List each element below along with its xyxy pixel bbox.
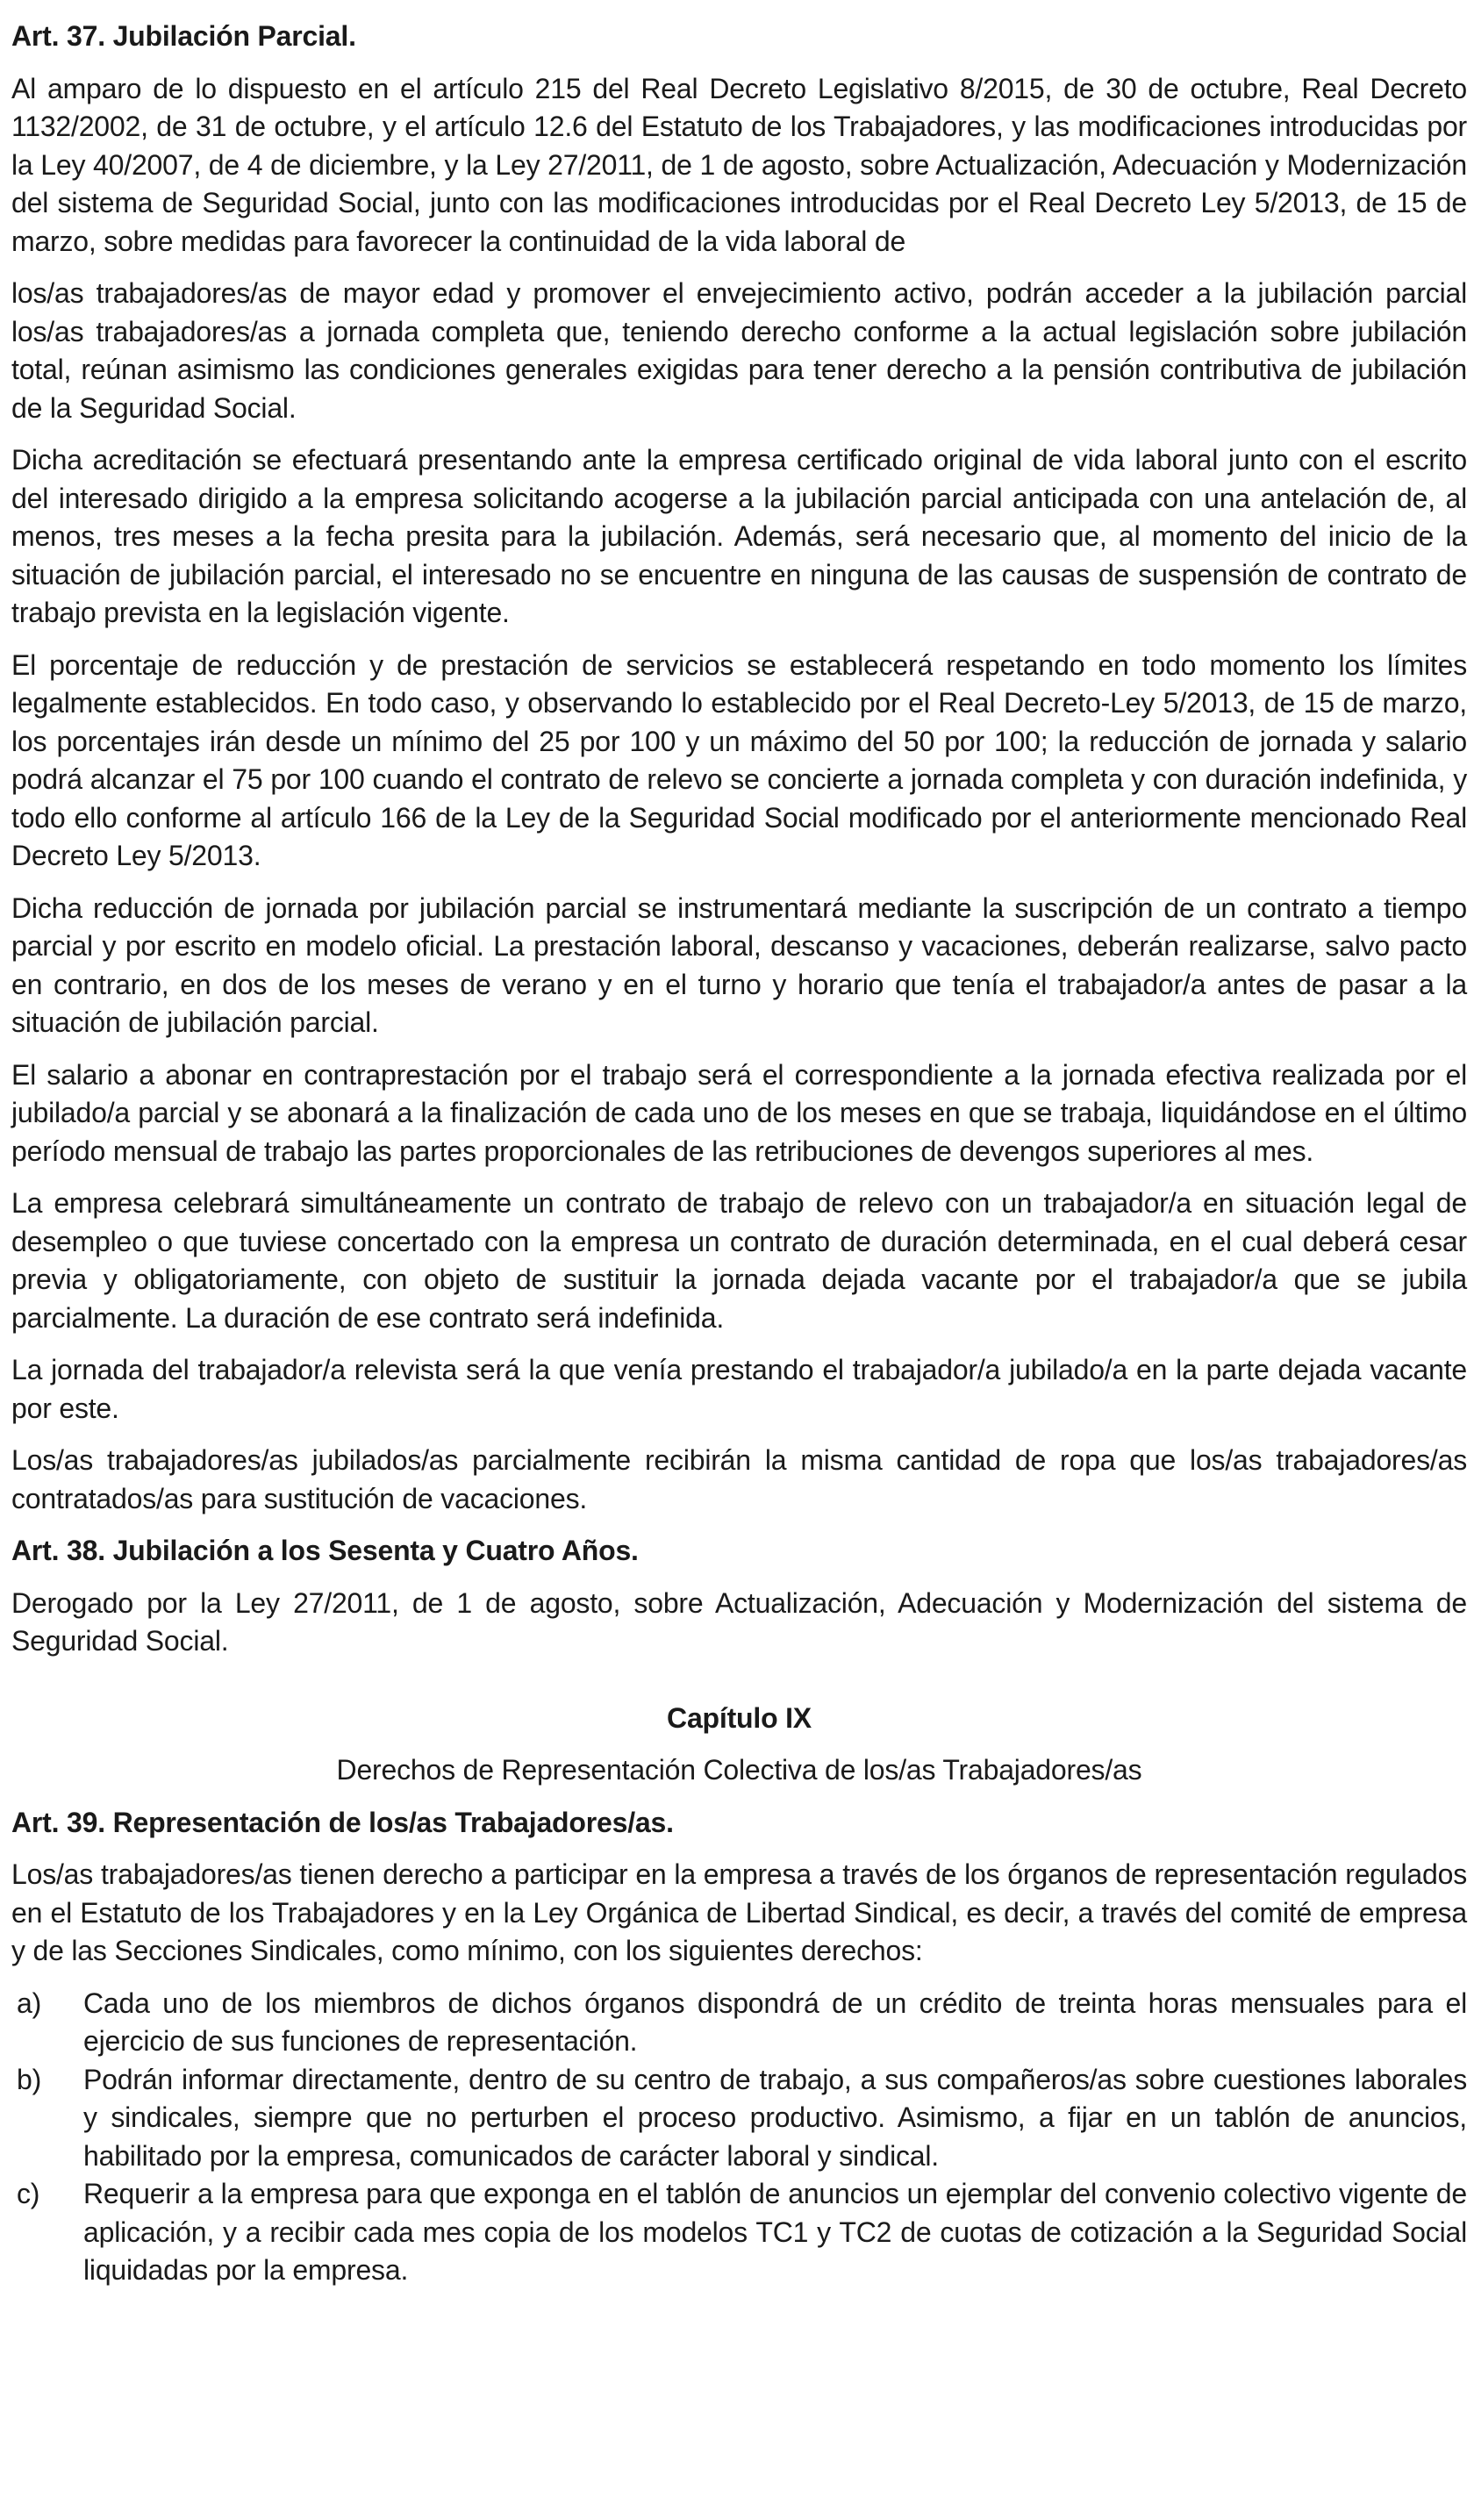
art37-paragraph: Al amparo de lo dispuesto en el artículo 215 del Real Decreto Legislativo 8/2015, de 30 de octubre, Real Decreto 1132/2002, de 31 de octubre, y el artículo 12.6 del Estatuto de los Trabajadores, y las modificaciones introducidas por la Ley 40/2007, de 4 de diciembre, y la Ley 27/2011, de 1 de agosto, sobre Actualización, Adecuación y Modernización del sistema de Seguridad Social, junto con las modificaciones introducidas por el Real Decreto Ley 5/2013, de 15 de marzo, sobre medidas para favorecer la continuidad de la vida laboral de <box>11 72 1467 257</box>
chapter-title: Capítulo IX <box>667 1701 812 1734</box>
list-marker: a) <box>17 1987 42 2019</box>
art37-paragraph: Dicha acreditación se efectuará presentando ante la empresa certificado original de vida laboral junto con el escrito del interesado dirigido a la empresa solicitando acogerse a la jubilación parcial anticipada con una antelación de, al menos, tres meses a la fecha presita para la jubilación. Además, será necesario que, al momento del inicio de la situación de jubilación parcial, el interesado no se encuentre en ninguna de las causas de suspensión de contrato de trabajo prevista en la legislación vigente. <box>11 444 1467 628</box>
art38-heading: Art. 38. Jubilación a los Sesenta y Cuatro Años. <box>11 1535 639 1566</box>
art38-paragraph: Derogado por la Ley 27/2011, de 1 de agosto, sobre Actualización, Adecuación y Modernización del sistema de Seguridad Social. <box>11 1586 1467 1657</box>
list-item <box>11 2061 1467 2176</box>
art37-paragraph: Los/as trabajadores/as jubilados/as parcialmente recibirán la misma cantidad de ropa que los/as trabajadores/as contratados/as para sustitución de vacaciones. <box>11 1444 1467 1514</box>
list-item <box>11 2175 1467 2290</box>
art37-paragraph: El salario a abonar en contraprestación por el trabajo será el correspondiente a la jornada efectiva realizada por el jubilado/a parcial y se abonará a la finalización de cada uno de los meses en que se trabaja, liquidándose en el último período mensual de trabajo las partes proporcionales de las retribuciones de devengos superiores al mes. <box>11 1058 1467 1167</box>
list-item-text: Podrán informar directamente, dentro de su centro de trabajo, a sus compañeros/as sobre cuestiones laborales y sindicales, siempre que no perturben el proceso productivo. Asimismo, a fijar en un tablón de anuncios, habilitado por la empresa, comunicados de carácter laboral y sindical. <box>83 2063 1467 2172</box>
art37-paragraph: Dicha reducción de jornada por jubilación parcial se instrumentará mediante la suscripción de un contrato a tiempo parcial y por escrito en modelo oficial. La prestación laboral, descanso y vacaciones, deberán realizarse, salvo pacto en contrario, en dos de los meses de verano y en el turno y horario que tenía el trabajador/a antes de pasar a la situación de jubilación parcial. <box>11 891 1467 1038</box>
art37-paragraph: los/as trabajadores/as de mayor edad y promover el envejecimiento activo, podrán acceder a la jubilación parcial los/as trabajadores/as a jornada completa que, teniendo derecho conforme a la actual legislación sobre jubilación total, reúnan asimismo las condiciones generales exigidas para tener derecho a la pensión contributiva de jubilación de la Seguridad Social. <box>11 277 1467 424</box>
chapter-subtitle: Derechos de Representación Colectiva de los/as Trabajadores/as <box>336 1754 1142 1786</box>
art39-paragraph: Los/as trabajadores/as tienen derecho a participar en la empresa a través de los órganos de representación regulados en el Estatuto de los Trabajadores y en la Ley Orgánica de Libertad Sindical, es decir, a través del comité de empresa y de las Secciones Sindicales, como mínimo, con los siguientes derechos: <box>11 1858 1467 1966</box>
art39-heading: Art. 39. Representación de los/as Trabajadores/as. <box>11 1806 674 1838</box>
rights-list <box>11 1985 1467 2290</box>
art37-paragraph: La jornada del trabajador/a relevista será la que venía prestando el trabajador/a jubilado/a en la parte dejada vacante por este. <box>11 1354 1467 1424</box>
list-item-text: Cada uno de los miembros de dichos órganos dispondrá de un crédito de treinta horas mensuales para el ejercicio de sus funciones de representación. <box>83 1987 1467 2057</box>
list-item-text: Requerir a la empresa para que exponga en el tablón de anuncios un ejemplar del convenio colectivo vigente de aplicación, y a recibir cada mes copia de los modelos TC1 y TC2 de cuotas de cotización a la Seguridad Social liquidadas por la empresa. <box>83 2178 1467 2286</box>
art37-paragraph: La empresa celebrará simultáneamente un contrato de trabajo de relevo con un trabajador/a en situación legal de desempleo o que tuviese concertado con la empresa un contrato de duración determinada, en el cual deberá cesar previa y obligatoriamente, con objeto de sustituir la jornada dejada vacante por el trabajador/a que se jubila parcialmente. La duración de ese contrato será indefinida. <box>11 1187 1467 1334</box>
art37-paragraph: El porcentaje de reducción y de prestación de servicios se establecerá respetando en todo momento los límites legalmente establecidos. En todo caso, y observando lo establecido por el Real Decreto-Ley 5/2013, de 15 de marzo, los porcentajes irán desde un mínimo del 25 por 100 y un máximo del 50 por 100; la reducción de jornada y salario podrá alcanzar el 75 por 100 cuando el contrato de relevo se concierte a jornada completa y con duración indefinida, y todo ello conforme al artículo 166 de la Ley de la Seguridad Social modificado por el anteriormente mencionado Real Decreto Ley 5/2013. <box>11 648 1467 871</box>
list-marker: c) <box>17 2178 40 2209</box>
list-item <box>11 1985 1467 2061</box>
list-marker: b) <box>17 2063 42 2095</box>
art37-heading: Art. 37. Jubilación Parcial. <box>11 20 356 52</box>
